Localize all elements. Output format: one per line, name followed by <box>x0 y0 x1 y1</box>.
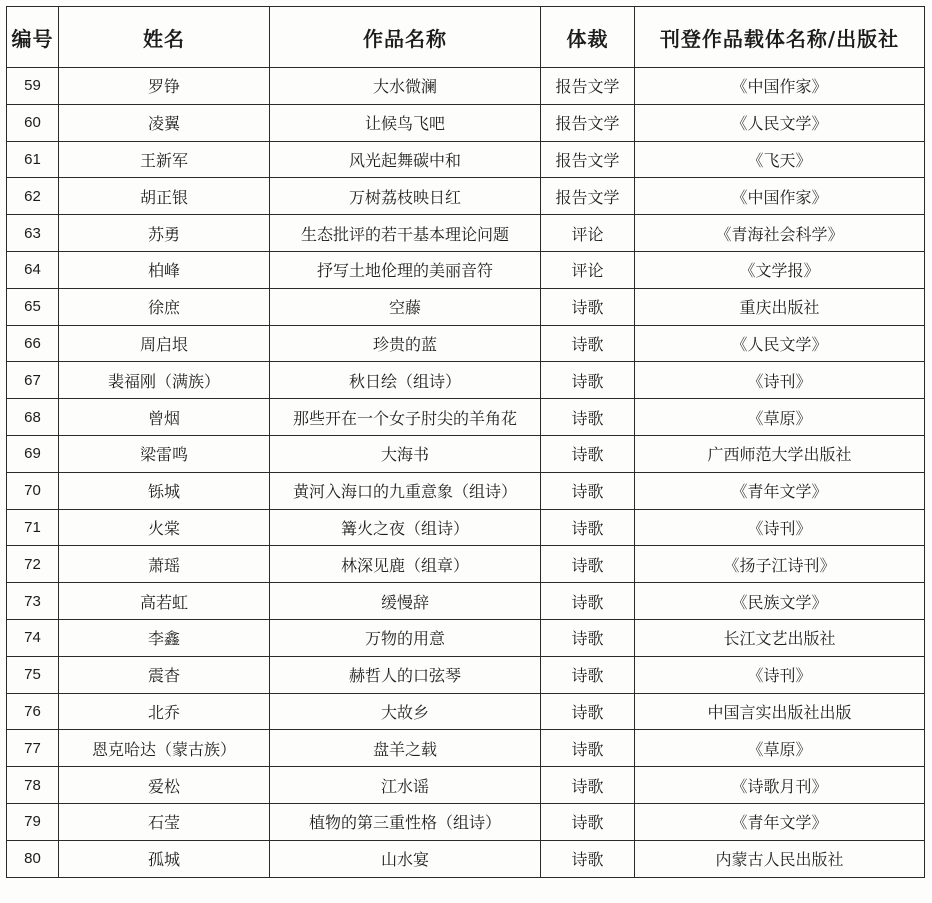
cell-num: 67 <box>7 362 59 399</box>
cell-title: 空藤 <box>270 288 541 325</box>
cell-publisher: 内蒙古人民出版社 <box>635 840 925 877</box>
cell-num: 77 <box>7 730 59 767</box>
cell-publisher: 《青海社会科学》 <box>635 215 925 252</box>
table-row <box>7 68 925 105</box>
cell-genre: 诗歌 <box>541 583 635 620</box>
cell-title: 篝火之夜（组诗） <box>270 509 541 546</box>
cell-genre: 报告文学 <box>541 68 635 105</box>
cell-name: 曾烟 <box>59 399 270 436</box>
cell-title: 万物的用意 <box>270 619 541 656</box>
cell-genre: 报告文学 <box>541 104 635 141</box>
cell-publisher: 《诗刊》 <box>635 509 925 546</box>
table-body <box>7 68 925 878</box>
table-row <box>7 546 925 583</box>
table-row <box>7 472 925 509</box>
table-row <box>7 215 925 252</box>
cell-title: 生态批评的若干基本理论问题 <box>270 215 541 252</box>
cell-title: 缓慢辞 <box>270 583 541 620</box>
cell-num: 80 <box>7 840 59 877</box>
cell-title: 江水谣 <box>270 767 541 804</box>
cell-num: 62 <box>7 178 59 215</box>
table-row <box>7 399 925 436</box>
cell-publisher: 《飞天》 <box>635 141 925 178</box>
table-row <box>7 435 925 472</box>
cell-genre: 诗歌 <box>541 325 635 362</box>
cell-num: 60 <box>7 104 59 141</box>
cell-name: 梁雷鸣 <box>59 435 270 472</box>
cell-name: 石莹 <box>59 803 270 840</box>
table-row <box>7 251 925 288</box>
cell-publisher: 《中国作家》 <box>635 178 925 215</box>
cell-num: 71 <box>7 509 59 546</box>
cell-num: 61 <box>7 141 59 178</box>
cell-name: 王新军 <box>59 141 270 178</box>
cell-num: 78 <box>7 767 59 804</box>
award-list-table <box>6 6 925 878</box>
table-row <box>7 583 925 620</box>
cell-publisher: 《扬子江诗刊》 <box>635 546 925 583</box>
cell-title: 珍贵的蓝 <box>270 325 541 362</box>
cell-name: 周启垠 <box>59 325 270 362</box>
cell-title: 林深见鹿（组章） <box>270 546 541 583</box>
cell-num: 59 <box>7 68 59 105</box>
cell-name: 高若虹 <box>59 583 270 620</box>
cell-name: 北乔 <box>59 693 270 730</box>
table-row <box>7 693 925 730</box>
table-row <box>7 325 925 362</box>
cell-genre: 诗歌 <box>541 288 635 325</box>
table-row <box>7 178 925 215</box>
cell-num: 70 <box>7 472 59 509</box>
header-genre: 体裁 <box>541 7 635 68</box>
cell-publisher: 中国言实出版社出版 <box>635 693 925 730</box>
cell-genre: 评论 <box>541 215 635 252</box>
cell-name: 火棠 <box>59 509 270 546</box>
cell-publisher: 重庆出版社 <box>635 288 925 325</box>
table-row <box>7 362 925 399</box>
cell-name: 孤城 <box>59 840 270 877</box>
cell-publisher: 长江文艺出版社 <box>635 619 925 656</box>
cell-name: 徐庶 <box>59 288 270 325</box>
cell-num: 64 <box>7 251 59 288</box>
cell-name: 苏勇 <box>59 215 270 252</box>
cell-name: 柏峰 <box>59 251 270 288</box>
cell-name: 李鑫 <box>59 619 270 656</box>
cell-publisher: 《人民文学》 <box>635 104 925 141</box>
table-row <box>7 619 925 656</box>
cell-genre: 诗歌 <box>541 362 635 399</box>
table-row <box>7 104 925 141</box>
cell-publisher: 《文学报》 <box>635 251 925 288</box>
cell-publisher: 《诗刊》 <box>635 656 925 693</box>
header-name: 姓名 <box>59 7 270 68</box>
table-row <box>7 288 925 325</box>
header-title: 作品名称 <box>270 7 541 68</box>
cell-title: 黄河入海口的九重意象（组诗） <box>270 472 541 509</box>
cell-genre: 诗歌 <box>541 656 635 693</box>
cell-genre: 报告文学 <box>541 178 635 215</box>
cell-name: 萧瑶 <box>59 546 270 583</box>
cell-genre: 诗歌 <box>541 509 635 546</box>
header-num: 编号 <box>7 7 59 68</box>
cell-title: 赫哲人的口弦琴 <box>270 656 541 693</box>
cell-publisher: 《青年文学》 <box>635 803 925 840</box>
cell-name: 胡正银 <box>59 178 270 215</box>
cell-title: 让候鸟飞吧 <box>270 104 541 141</box>
table-row <box>7 840 925 877</box>
cell-title: 秋日绘（组诗） <box>270 362 541 399</box>
cell-num: 66 <box>7 325 59 362</box>
cell-name: 铄城 <box>59 472 270 509</box>
cell-publisher: 《中国作家》 <box>635 68 925 105</box>
cell-num: 72 <box>7 546 59 583</box>
cell-num: 65 <box>7 288 59 325</box>
table-row <box>7 767 925 804</box>
cell-genre: 诗歌 <box>541 472 635 509</box>
cell-title: 抒写土地伦理的美丽音符 <box>270 251 541 288</box>
cell-name: 恩克哈达（蒙古族） <box>59 730 270 767</box>
cell-title: 大海书 <box>270 435 541 472</box>
cell-num: 63 <box>7 215 59 252</box>
table-row <box>7 656 925 693</box>
cell-publisher: 《青年文学》 <box>635 472 925 509</box>
cell-name: 凌翼 <box>59 104 270 141</box>
cell-genre: 诗歌 <box>541 730 635 767</box>
table-row <box>7 803 925 840</box>
cell-num: 73 <box>7 583 59 620</box>
cell-title: 盘羊之载 <box>270 730 541 767</box>
cell-title: 万树荔枝映日红 <box>270 178 541 215</box>
header-row <box>7 7 925 68</box>
cell-title: 山水宴 <box>270 840 541 877</box>
cell-num: 74 <box>7 619 59 656</box>
cell-genre: 诗歌 <box>541 546 635 583</box>
cell-name: 爱松 <box>59 767 270 804</box>
cell-publisher: 《草原》 <box>635 399 925 436</box>
cell-title: 大故乡 <box>270 693 541 730</box>
cell-publisher: 广西师范大学出版社 <box>635 435 925 472</box>
cell-title: 风光起舞碳中和 <box>270 141 541 178</box>
cell-name: 罗铮 <box>59 68 270 105</box>
cell-title: 大水微澜 <box>270 68 541 105</box>
cell-num: 79 <box>7 803 59 840</box>
cell-genre: 诗歌 <box>541 399 635 436</box>
table-row <box>7 141 925 178</box>
cell-title: 植物的第三重性格（组诗） <box>270 803 541 840</box>
cell-num: 69 <box>7 435 59 472</box>
cell-genre: 诗歌 <box>541 840 635 877</box>
cell-publisher: 《人民文学》 <box>635 325 925 362</box>
cell-num: 68 <box>7 399 59 436</box>
cell-num: 75 <box>7 656 59 693</box>
table-row <box>7 509 925 546</box>
cell-genre: 诗歌 <box>541 693 635 730</box>
cell-publisher: 《诗歌月刊》 <box>635 767 925 804</box>
cell-name: 震杳 <box>59 656 270 693</box>
cell-publisher: 《民族文学》 <box>635 583 925 620</box>
cell-genre: 评论 <box>541 251 635 288</box>
cell-genre: 报告文学 <box>541 141 635 178</box>
cell-publisher: 《草原》 <box>635 730 925 767</box>
cell-genre: 诗歌 <box>541 619 635 656</box>
cell-title: 那些开在一个女子肘尖的羊角花 <box>270 399 541 436</box>
cell-name: 裴福刚（满族） <box>59 362 270 399</box>
cell-num: 76 <box>7 693 59 730</box>
table-row <box>7 730 925 767</box>
header-publisher: 刊登作品载体名称/出版社 <box>635 7 925 68</box>
cell-genre: 诗歌 <box>541 435 635 472</box>
cell-genre: 诗歌 <box>541 803 635 840</box>
cell-publisher: 《诗刊》 <box>635 362 925 399</box>
cell-genre: 诗歌 <box>541 767 635 804</box>
